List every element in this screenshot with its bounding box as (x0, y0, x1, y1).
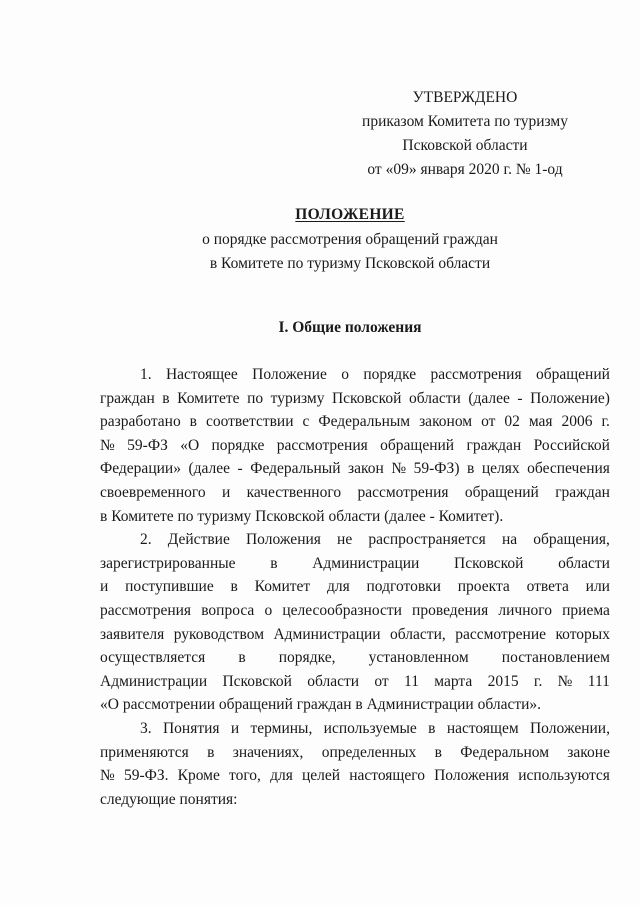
word: используются (518, 767, 610, 785)
paragraph-line: следующие понятия: (100, 790, 238, 808)
paragraph-line (100, 481, 610, 505)
word: граждан (555, 483, 610, 501)
word: руководством (173, 625, 265, 643)
word: марта (434, 672, 473, 690)
word: порядке (363, 366, 417, 383)
word: термины, (250, 719, 313, 737)
word: по (247, 389, 264, 407)
word: проекта (457, 578, 510, 596)
word: в (434, 743, 442, 761)
word: порядке (211, 436, 265, 454)
word: (далее (468, 389, 510, 407)
word: рассмотрения (430, 366, 522, 383)
word: обращений (464, 483, 539, 501)
word: законе (567, 743, 610, 761)
word: 02 (504, 413, 520, 431)
word: ответа (526, 578, 569, 596)
word: настоящем (446, 719, 519, 737)
word: (далее (188, 460, 231, 478)
word: того, (229, 767, 261, 785)
word: осуществляется (100, 649, 206, 667)
word: г. (601, 413, 610, 431)
word: обращений (380, 436, 455, 454)
word: целях (481, 460, 520, 478)
word: Положение (252, 366, 327, 383)
word: области, (390, 625, 446, 643)
word: - (517, 389, 523, 407)
word: используемые (323, 719, 417, 737)
word: своевременного (100, 483, 206, 501)
word: не (337, 531, 353, 549)
word: 11 (404, 672, 419, 690)
approval-stamp (330, 86, 600, 182)
word: в (189, 413, 197, 431)
word: соответствии (205, 413, 294, 431)
paragraph-line (100, 646, 610, 670)
word: о (341, 366, 349, 383)
word: рассмотрение (455, 625, 546, 643)
word: 2. (140, 531, 152, 549)
word: приема (562, 601, 610, 619)
word: в (270, 554, 278, 572)
word: в (230, 578, 238, 596)
word: закон (348, 460, 384, 478)
paragraph-line (100, 363, 610, 387)
word: заявителя (100, 625, 165, 643)
word: качественного (246, 483, 342, 501)
paragraph-line (100, 528, 610, 552)
word: № (557, 672, 573, 690)
paragraph-line (100, 575, 610, 599)
word: распространяется (368, 531, 486, 549)
word: Псковской (222, 672, 292, 690)
word: области (408, 389, 461, 407)
paragraph-line: «О рассмотрении обращений граждан в Администрации области». (100, 696, 542, 714)
paragraph-1 (100, 363, 610, 528)
word: рассмотрения (276, 436, 368, 454)
word: в (238, 649, 246, 667)
word: или (585, 578, 610, 596)
document-body (100, 363, 610, 811)
word: Положения (245, 531, 321, 549)
word: Положения (434, 767, 510, 785)
word: целесообразности (282, 601, 402, 619)
document-header (100, 203, 600, 276)
word: с (302, 413, 310, 431)
word: г. (533, 672, 543, 690)
word: на (501, 531, 518, 549)
approval-order: приказом Комитета по туризму (362, 113, 568, 130)
word: Кроме (177, 767, 220, 785)
word: «О (180, 436, 200, 454)
word: обращений (535, 366, 610, 383)
word: применяются (100, 743, 189, 761)
word: в (207, 743, 215, 761)
word: граждан (466, 436, 522, 454)
word: Федеральном (460, 743, 550, 761)
word: Положении, (529, 719, 610, 737)
section-title: I. Общие положения (278, 319, 422, 336)
word: 2006 (561, 413, 593, 431)
word: 111 (587, 672, 610, 690)
word: Комитете (177, 389, 240, 407)
word: от (481, 413, 496, 431)
word: Администрации (100, 672, 208, 690)
paragraph-line (100, 457, 610, 481)
word: постановлением (501, 649, 610, 667)
word: личного (498, 601, 552, 619)
word: Российской (533, 436, 610, 454)
word: № (100, 436, 115, 454)
word: которых (555, 625, 610, 643)
word: обращения, (533, 531, 610, 549)
word: Псковской (454, 554, 524, 572)
paragraph-line (100, 717, 610, 741)
word: порядке, (278, 649, 336, 667)
paragraph-line: в Комитете по туризму Псковской области (далее - Комитет). (100, 507, 504, 525)
word: рассмотрения (100, 601, 192, 619)
paragraph-line (100, 623, 610, 647)
word: для (326, 578, 350, 596)
word: Настоящее (165, 366, 238, 383)
word: и (221, 483, 231, 501)
word: в (162, 389, 170, 407)
word: установленном (368, 649, 469, 667)
word: 59-ФЗ. (123, 767, 169, 785)
paragraph-line (100, 410, 610, 434)
paragraph-line (100, 387, 610, 411)
word: в (467, 460, 475, 478)
word: Федерации» (100, 460, 181, 478)
word: значениях, (232, 743, 304, 761)
word: от (374, 672, 389, 690)
word: Федеральным (318, 413, 411, 431)
word: вопроса (201, 601, 255, 619)
paragraph-line (100, 434, 610, 458)
word: Администрации (312, 554, 420, 572)
word: и (230, 719, 240, 737)
paragraph-line (100, 599, 610, 623)
word: для (270, 767, 293, 785)
paragraph-line (100, 670, 610, 694)
word: целей (301, 767, 341, 785)
word: 1. (140, 366, 152, 383)
word: - (237, 460, 243, 478)
word: граждан (100, 389, 155, 407)
word: в (428, 719, 436, 737)
word: мая (528, 413, 553, 431)
word: рассмотрения (357, 483, 449, 501)
paragraph-3 (100, 717, 610, 811)
word: и (100, 578, 109, 596)
word: о (264, 601, 273, 619)
word: Положение) (530, 389, 610, 407)
word: Администрации (273, 625, 381, 643)
word: Действие (167, 531, 230, 549)
paragraph-line (100, 764, 610, 788)
word: зарегистрированные (100, 554, 236, 572)
approval-date: от «09» января 2020 г. № 1-од (367, 161, 563, 178)
word: Федеральный (250, 460, 341, 478)
approval-region: Псковской области (402, 137, 528, 154)
document-subtitle-2: в Комитете по туризму Псковской области (209, 255, 491, 272)
paragraph-line (100, 741, 610, 765)
paragraph-2 (100, 528, 610, 717)
word: обеспечения (527, 460, 610, 478)
word: законом (419, 413, 473, 431)
approval-heading: УТВЕРЖДЕНО (412, 89, 518, 106)
word: Комитет (254, 578, 311, 596)
word: области (558, 554, 610, 572)
word: Понятия (162, 719, 220, 737)
word: разработано (100, 413, 181, 431)
word: определенных (321, 743, 417, 761)
word: 2015 (487, 672, 519, 690)
word: 3. (140, 719, 152, 737)
word: Псковской (331, 389, 402, 407)
paragraph-line (100, 552, 610, 576)
word: туризму (270, 389, 325, 407)
word: № (100, 767, 115, 785)
word: поступившие (125, 578, 214, 596)
word: 59-ФЗ (127, 436, 168, 454)
word: подготовки (366, 578, 441, 596)
word: настоящего (349, 767, 425, 785)
word: 59-ФЗ) (413, 460, 460, 478)
document-title: ПОЛОЖЕНИЕ (295, 206, 405, 223)
word: № (391, 460, 407, 478)
document-subtitle-1: о порядке рассмотрения обращений граждан (202, 231, 498, 248)
word: проведения (412, 601, 489, 619)
word: области (307, 672, 360, 690)
